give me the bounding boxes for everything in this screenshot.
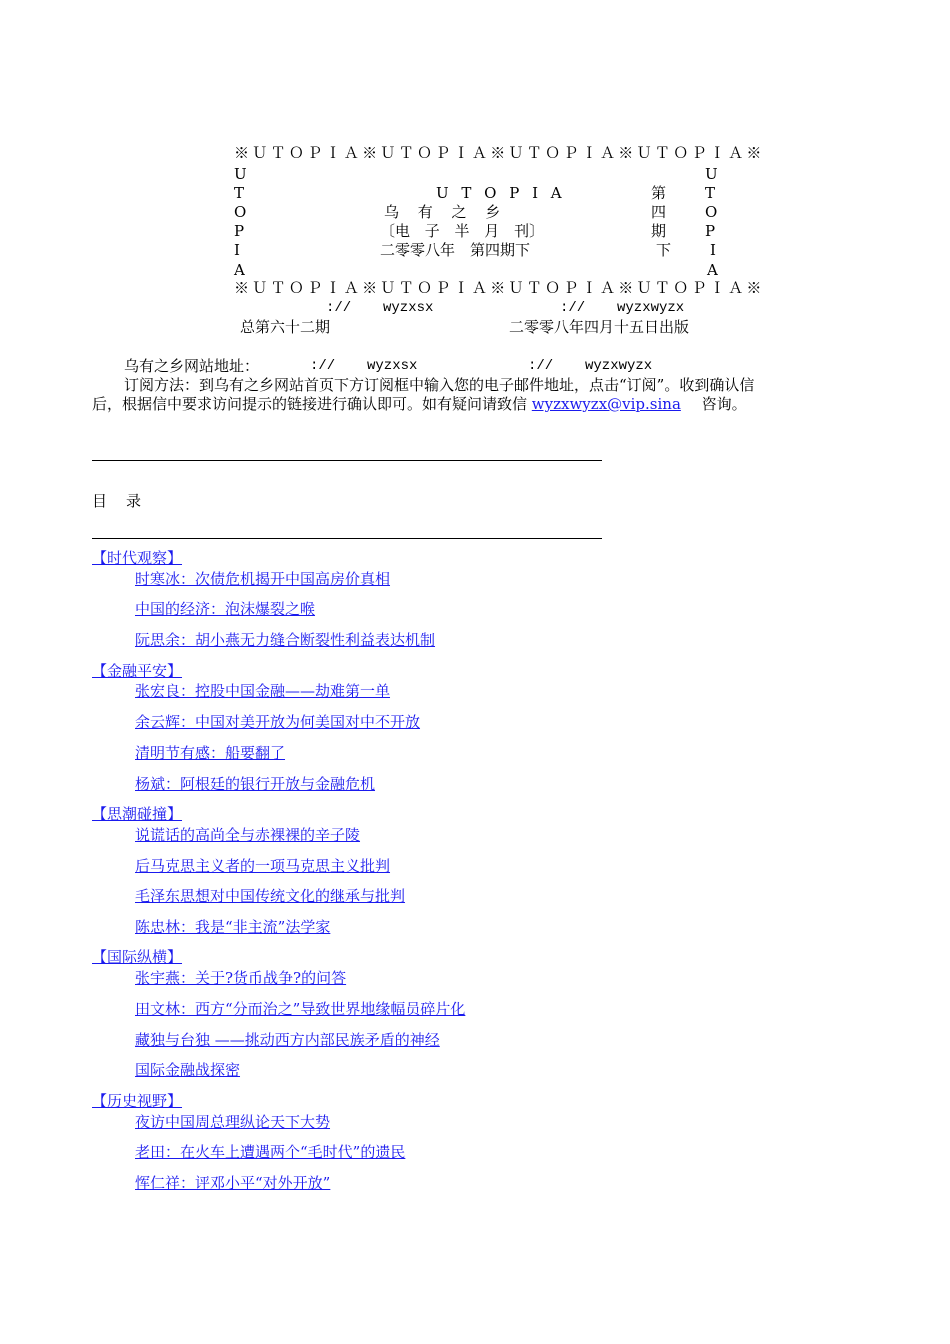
site-url-prefix: :// [310, 358, 336, 374]
toc-section-title[interactable]: 【历史视野】 [92, 1092, 183, 1110]
banner-left-letter: A [234, 261, 245, 279]
banner-title-cn: 乌 有 之 乡 [384, 203, 501, 221]
banner-top-border: ※ＵＴＯＰＩＡ※ＵＴＯＰＩＡ※ＵＴＯＰＩＡ※ＵＴＯＰＩＡ※ [234, 146, 765, 162]
subscribe-instructions: 订阅方法：到乌有之乡网站首页下方订阅框中输入您的电子邮件地址，点击“订阅”。收到确认信 [124, 376, 755, 394]
banner-subtitle: 〔电 子 半 月 刊〕 [380, 222, 545, 240]
banner-left-letter: I [234, 241, 240, 259]
toc-item[interactable]: 国际金融战探密 [135, 1061, 241, 1079]
toc-section-title[interactable]: 【国际纵横】 [92, 948, 183, 966]
banner-url-right: wyzxwyzx [617, 300, 685, 316]
banner-right-letter: T [705, 184, 716, 202]
toc-item[interactable]: 中国的经济：泡沫爆裂之喉 [135, 600, 316, 618]
site-url-1: wyzxsx [367, 358, 418, 374]
toc-item[interactable]: 夜访中国周总理纵论天下大势 [135, 1113, 331, 1131]
banner-issue-char: 期 [651, 222, 667, 240]
toc-item[interactable]: 杨斌：阿根廷的银行开放与金融危机 [135, 775, 376, 793]
toc-item[interactable]: 老田：在火车上遭遇两个“毛时代”的遗民 [135, 1143, 406, 1161]
banner-left-letter: U [234, 165, 247, 183]
toc-item[interactable]: 陈忠林：我是“非主流”法学家 [135, 918, 331, 936]
toc-item[interactable]: 张宏良：控股中国金融——劫难第一单 [135, 682, 391, 700]
total-issue-number: 总第六十二期 [240, 318, 331, 336]
banner-title-en: U T O P I A [436, 184, 566, 202]
toc-item[interactable]: 恽仁祥：评邓小平“对外开放” [135, 1174, 331, 1192]
publish-date: 二零零八年四月十五日出版 [509, 318, 690, 336]
site-url-prefix: :// [528, 358, 554, 374]
toc-item[interactable]: 后马克思主义者的一项马克思主义批判 [135, 857, 391, 875]
banner-left-letter: T [234, 184, 245, 202]
toc-item[interactable]: 时寒冰：次债危机揭开中国高房价真相 [135, 570, 391, 588]
site-url-2: wyzxwyzx [585, 358, 653, 374]
toc-section-title[interactable]: 【金融平安】 [92, 662, 183, 680]
toc-item[interactable]: 清明节有感：船要翻了 [135, 744, 286, 762]
banner-url-left-prefix: :// [326, 300, 352, 316]
toc-heading: 目 录 [92, 492, 144, 510]
toc-item[interactable]: 阮思余：胡小燕无力缝合断裂性利益表达机制 [135, 631, 436, 649]
site-address-label: 乌有之乡网站地址： [124, 357, 260, 375]
banner-right-letter: A [707, 261, 718, 279]
divider [92, 538, 602, 539]
toc-section-title[interactable]: 【时代观察】 [92, 549, 183, 567]
banner-right-letter: I [710, 241, 716, 259]
banner-url-right-prefix: :// [560, 300, 586, 316]
subscribe-text: 后，根据信中要求访问提示的链接进行确认即可。如有疑问请致信 [92, 395, 528, 413]
banner-right-letter: P [705, 222, 716, 240]
toc-item[interactable]: 毛泽东思想对中国传统文化的继承与批判 [135, 887, 406, 905]
banner-issue-char: 第 [651, 184, 667, 202]
toc-item[interactable]: 说谎话的高尚全与赤裸裸的辛子陵 [135, 826, 361, 844]
banner-right-letter: U [705, 165, 718, 183]
banner-right-letter: O [705, 203, 718, 221]
toc-section-title[interactable]: 【思潮碰撞】 [92, 805, 183, 823]
toc-item[interactable]: 张宇燕：关于?货币战争?的问答 [135, 969, 347, 987]
banner-issue-char: 四 [651, 203, 667, 221]
banner-left-letter: P [234, 222, 245, 240]
banner-issue-char: 下 [656, 241, 672, 259]
banner-url-left: wyzxsx [383, 300, 434, 316]
subscribe-text-end: 咨询。 [701, 395, 747, 413]
subscribe-instructions-cont [92, 395, 747, 414]
banner-bottom-border: ※ＵＴＯＰＩＡ※ＵＴＯＰＩＡ※ＵＴＯＰＩＡ※ＵＴＯＰＩＡ※ [234, 281, 765, 297]
toc-item[interactable]: 藏独与台独 ——挑动西方内部民族矛盾的神经 [135, 1031, 440, 1049]
email-link[interactable]: wyzxwyzx@vip.sina [531, 395, 681, 413]
toc-item[interactable]: 田文林：西方“分而治之”导致世界地缘幅员碎片化 [135, 1000, 466, 1018]
toc-item[interactable]: 余云辉：中国对美开放为何美国对中不开放 [135, 713, 421, 731]
banner-left-letter: O [234, 203, 247, 221]
divider [92, 460, 602, 461]
banner-issue-date: 二零零八年 第四期下 [380, 241, 531, 259]
